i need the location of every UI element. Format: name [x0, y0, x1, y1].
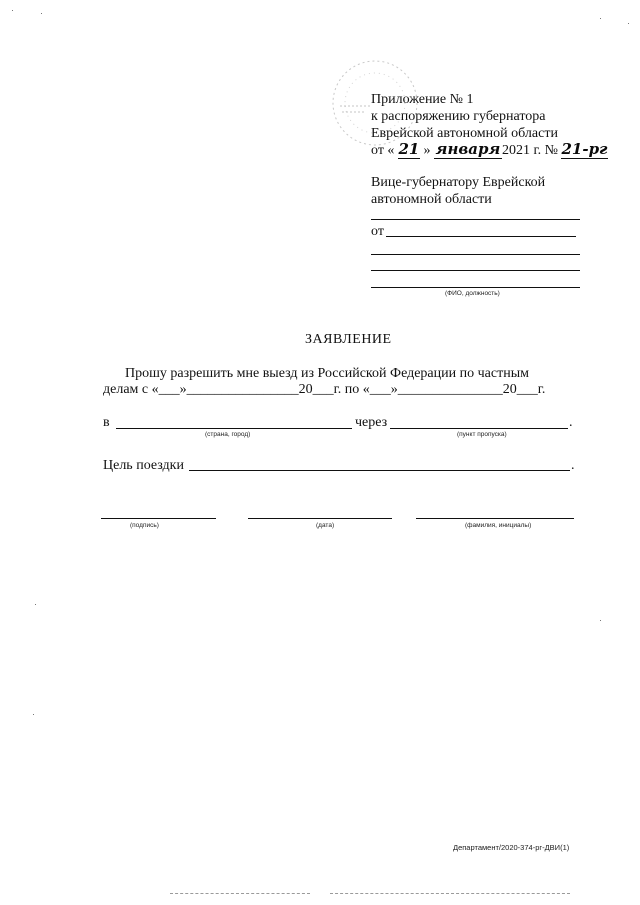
date-blank[interactable]	[248, 518, 392, 519]
checkpoint-caption: (пункт пропуска)	[457, 431, 507, 438]
scan-speck	[33, 714, 34, 715]
appendix-date-line	[371, 141, 608, 159]
purpose-label: Цель поездки	[103, 458, 184, 473]
date-mid: »	[423, 143, 431, 158]
scan-speck	[12, 10, 13, 11]
appendix-line-2: к распоряжению губернатора	[371, 109, 546, 124]
addressee-blank-3[interactable]	[371, 270, 580, 271]
scan-speck	[41, 13, 42, 14]
destination-blank[interactable]	[116, 428, 352, 429]
appendix-line-3: Еврейской автономной области	[371, 126, 558, 141]
addressee-blank-1[interactable]	[371, 219, 580, 220]
handwritten-number: 21-рг	[561, 140, 608, 158]
request-line-2: делам с «___»________________20___г. по «___»_______________20___г.	[103, 382, 546, 397]
name-blank[interactable]	[416, 518, 574, 519]
scan-edge-line	[170, 893, 310, 894]
travel-end-dot: .	[569, 415, 573, 430]
purpose-end-dot: .	[571, 458, 575, 473]
checkpoint-blank[interactable]	[390, 428, 568, 429]
name-caption: (фамилия, инициалы)	[465, 522, 532, 529]
addressee-blank-2[interactable]	[371, 254, 580, 255]
country-caption: (страна, город)	[205, 431, 251, 438]
handwritten-day: 21	[398, 140, 420, 158]
document-title: ЗАЯВЛЕНИЕ	[305, 332, 392, 347]
from-blank[interactable]	[386, 236, 576, 237]
date-year: 2021	[501, 143, 530, 158]
scan-speck	[600, 18, 601, 19]
addressee-line-1: Вице-губернатору Еврейской	[371, 175, 546, 190]
date-prefix: от «	[371, 143, 395, 158]
scan-speck	[35, 604, 36, 605]
signature-blank[interactable]	[101, 518, 216, 519]
document-code: Департамент/2020-374-рг-ДВИ(1)	[453, 843, 570, 852]
in-label: в	[103, 415, 110, 430]
purpose-blank[interactable]	[189, 470, 570, 471]
handwritten-month: января	[435, 140, 501, 158]
via-label: через	[355, 415, 388, 430]
from-label: от	[371, 224, 384, 239]
request-line-1: Прошу разрешить мне выезд из Российской Федерации по частным	[125, 366, 529, 381]
fio-caption: (ФИО, должность)	[445, 290, 500, 297]
addressee-line-2: автономной области	[371, 192, 492, 207]
year-suffix: г. №	[533, 143, 558, 158]
scan-edge-line	[330, 893, 570, 894]
date-caption: (дата)	[316, 522, 335, 529]
appendix-line-1: Приложение № 1	[371, 92, 474, 107]
scan-speck	[600, 620, 601, 621]
scan-speck	[628, 23, 629, 24]
addressee-blank-4[interactable]	[371, 287, 580, 288]
signature-caption: (подпись)	[130, 522, 159, 529]
